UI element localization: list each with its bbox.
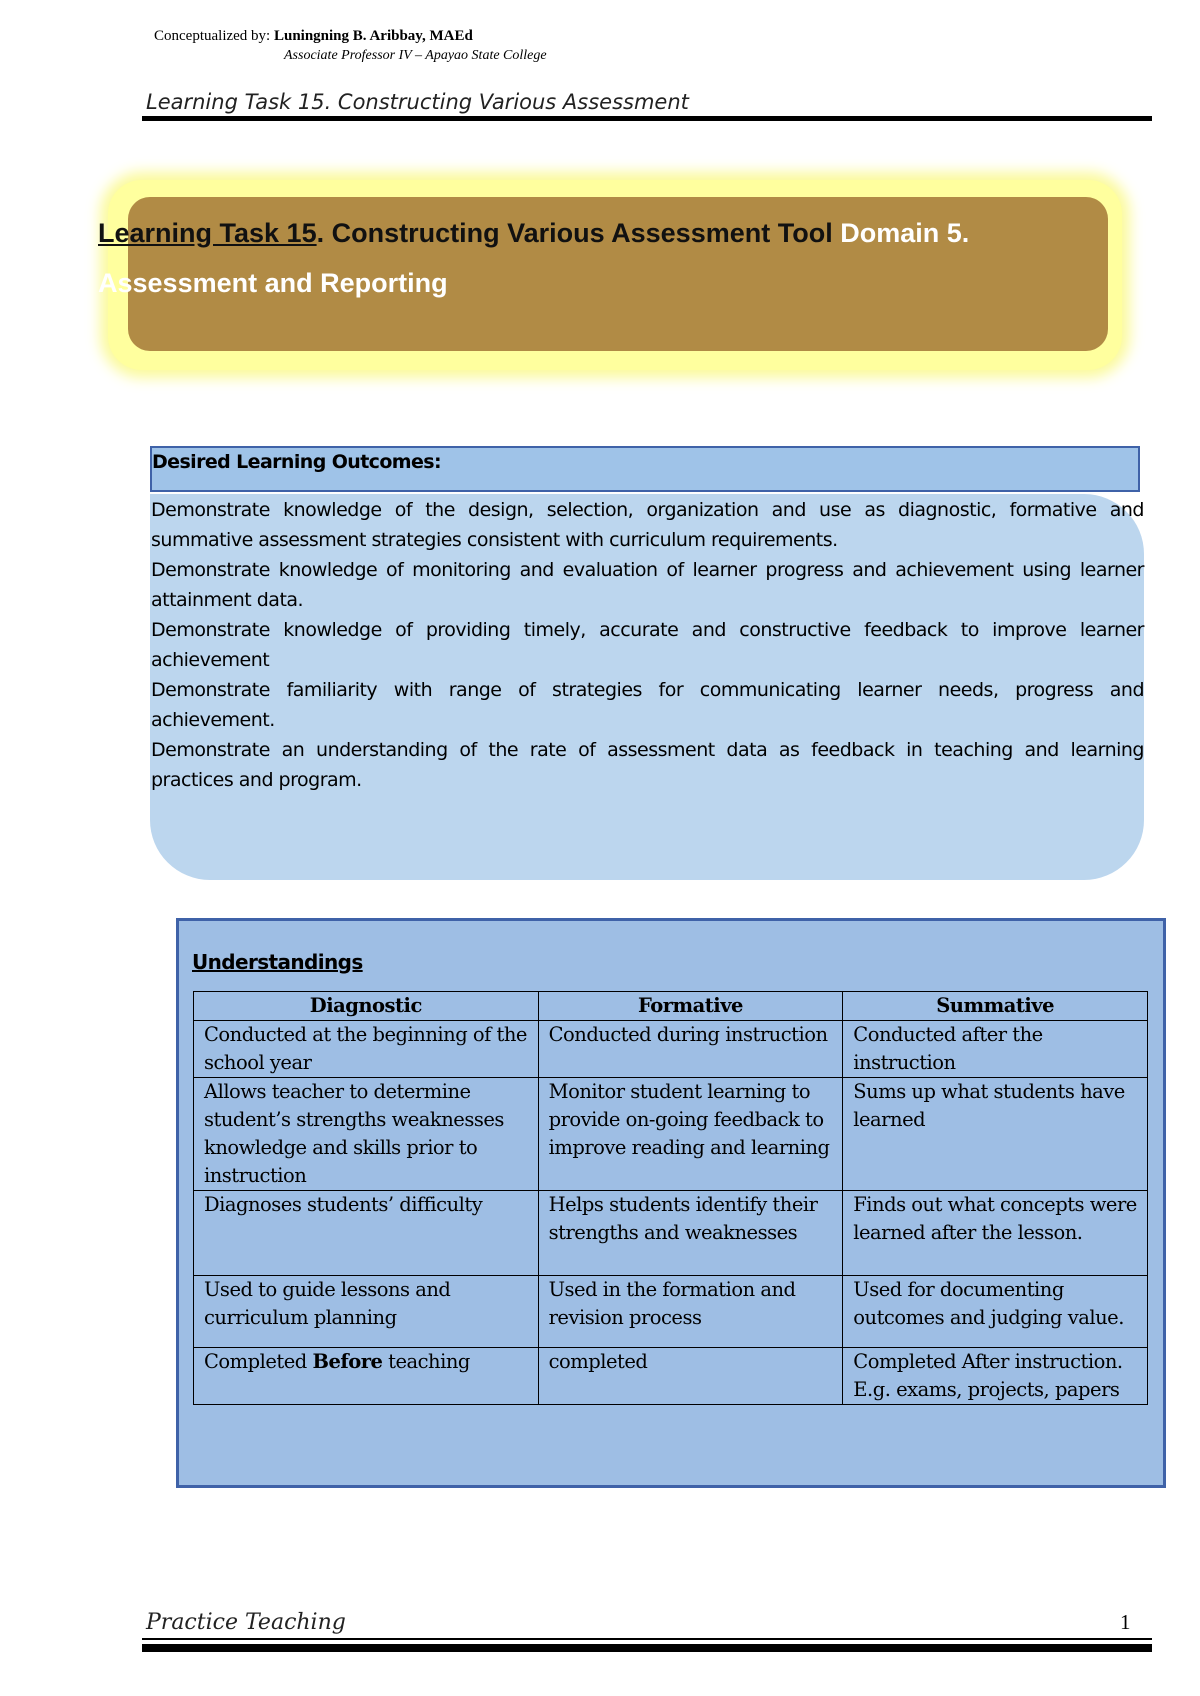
cell-emphasis: Before: [312, 1350, 383, 1373]
cell-text: teaching: [382, 1350, 470, 1373]
table-cell: Completed After instruction. E.g. exams, projects, papers: [843, 1348, 1148, 1405]
task-rest: . Constructing Various Assessment Tool: [316, 218, 841, 248]
outcomes-list: [151, 495, 1144, 795]
footer-divider-thin: [142, 1638, 1152, 1640]
table-cell: Used for documenting outcomes and judging value.: [843, 1276, 1148, 1348]
table-row: [194, 1348, 1148, 1405]
table-row: [194, 1078, 1148, 1191]
table-cell: Helps students identify their strengths and weaknesses: [538, 1191, 843, 1276]
header-summative: Summative: [843, 992, 1148, 1021]
domain-name: Assessment and Reporting: [98, 268, 448, 298]
page-number: 1: [1120, 1610, 1131, 1634]
footer-label: Practice Teaching: [146, 1610, 346, 1635]
table-row: [194, 1276, 1148, 1348]
table-cell: Monitor student learning to provide on-going feedback to improve reading and learning: [538, 1078, 843, 1191]
table-cell: completed: [538, 1348, 843, 1405]
credit-label: Conceptualized by:: [154, 28, 271, 44]
outcome-item: Demonstrate knowledge of monitoring and evaluation of learner progress and achievement using learner attainment data.: [151, 559, 1144, 611]
banner-title: [98, 208, 1098, 308]
table-header-row: [194, 992, 1148, 1021]
table-cell: Used in the formation and revision process: [538, 1276, 843, 1348]
understandings-title: Understandings: [192, 950, 363, 974]
cell-text: Completed: [204, 1350, 313, 1373]
table-cell: Conducted at the beginning of the school year: [194, 1021, 539, 1078]
credit-name: Luningning B. Aribbay, MAEd: [273, 28, 473, 44]
outcome-item: Demonstrate familiarity with range of strategies for communicating learner needs, progress and achievement.: [151, 679, 1144, 731]
running-header: Learning Task 15. Constructing Various Assessment: [146, 90, 689, 114]
task-label: Learning Task 15: [98, 218, 317, 248]
outcome-item: Demonstrate knowledge of the design, selection, organization and use as diagnostic, formative and summative assessment strategies consistent with curriculum requirements.: [151, 499, 1144, 551]
table-cell: Sums up what students have learned: [843, 1078, 1148, 1191]
table-cell: Allows teacher to determine student’s strengths weaknesses knowledge and skills prior to instruction: [194, 1078, 539, 1191]
outcome-item: Demonstrate an understanding of the rate of assessment data as feedback in teaching and learning practices and program.: [151, 739, 1144, 791]
footer-divider-thick: [142, 1644, 1152, 1652]
table-row: [194, 1191, 1148, 1276]
table-cell: Used to guide lessons and curriculum planning: [194, 1276, 539, 1348]
table-cell: Diagnoses students’ difficulty: [194, 1191, 539, 1276]
assessment-table: [193, 991, 1148, 1405]
credit-line: [154, 28, 473, 45]
header-diagnostic: Diagnostic: [194, 992, 539, 1021]
header-divider: [142, 116, 1152, 121]
table-cell: Finds out what concepts were learned after the lesson.: [843, 1191, 1148, 1276]
credit-title: Associate Professor IV – Apayao State College: [284, 48, 547, 63]
domain-label: Domain 5.: [840, 218, 970, 248]
header-formative: Formative: [538, 992, 843, 1021]
table-cell: Conducted after the instruction: [843, 1021, 1148, 1078]
table-cell: [194, 1348, 539, 1405]
outcomes-title: Desired Learning Outcomes:: [152, 451, 441, 473]
outcome-item: Demonstrate knowledge of providing timely, accurate and constructive feedback to improve learner achievement: [151, 619, 1144, 671]
table-cell: Conducted during instruction: [538, 1021, 843, 1078]
table-row: [194, 1021, 1148, 1078]
